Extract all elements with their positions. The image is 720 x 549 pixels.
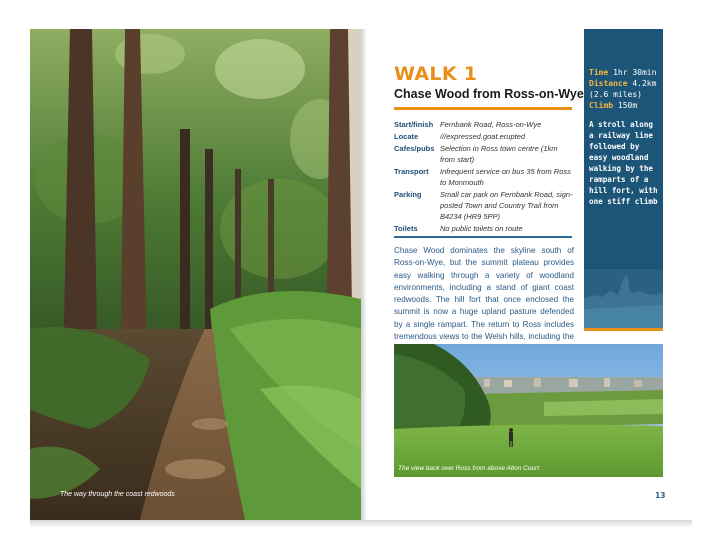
info-rule <box>394 236 572 238</box>
page-gutter-shadow <box>361 29 367 520</box>
stat-time <box>589 67 656 78</box>
left-photo-caption: The way through the coast redwoods <box>60 491 175 498</box>
stat-key: Climb <box>589 101 614 110</box>
page-bottom-shadow <box>30 520 692 528</box>
walk-stats-sidebar <box>584 29 663 329</box>
info-key: Start/finish <box>394 120 434 129</box>
stat-value: 150m <box>617 101 638 110</box>
walk-summary: A stroll along a railway line followed by easy woodland walking by the ramparts of a hill fort, with one stiff climb <box>589 120 658 206</box>
ross-view-photo <box>394 344 663 477</box>
info-row-parking <box>394 189 574 222</box>
info-value: Fernbank Road, Ross-on-Wye <box>440 120 542 129</box>
info-value: ///expressed.goat.erupted <box>440 132 526 141</box>
info-key: Parking <box>394 190 422 199</box>
info-value: No public toilets on route <box>440 224 523 233</box>
walk-name-subtitle: Chase Wood from Ross-on-Wye <box>394 87 584 101</box>
info-value: Infrequent service on bus 35 from Ross to Monmouth <box>440 167 571 187</box>
stat-value: 1hr 30min <box>613 68 657 77</box>
info-key: Toilets <box>394 224 418 233</box>
walk-stats <box>589 67 656 111</box>
stat-key: Distance <box>589 79 628 88</box>
stat-value: (2.6 miles) <box>589 90 642 99</box>
info-row-toilets <box>394 223 574 234</box>
title-rule <box>394 107 572 110</box>
stat-key: Time <box>589 68 609 77</box>
walk-intro-text: Chase Wood dominates the skyline south of Ross-on-Wye, but the summit plateau provides easy walking through a variety of woodland environments, including a stand of giant coast redwoods. The hill fort that once enclosed the summit is now a huge upland pasture defended by a single rampart. The return to Ross includes tremendous views to the Welsh hills, including the <box>394 246 574 342</box>
view-photo-caption: The view back over Ross from above Alton Court <box>398 465 540 472</box>
walk-number-title: WALK 1 <box>394 63 478 85</box>
info-row-transport <box>394 166 574 188</box>
sidebar-rule <box>584 328 663 331</box>
info-key: Transport <box>394 167 429 176</box>
walk-info-table <box>394 119 574 235</box>
page-number: 13 <box>655 491 666 500</box>
info-value: Selection in Ross town centre (1km from start) <box>440 144 558 164</box>
info-value: Small car park on Fernbank Road, sign-posted Town and Country Trail from B4234 (HR9 5PP) <box>440 190 573 221</box>
ross-view-illustration <box>394 344 663 477</box>
stat-distance <box>589 78 656 89</box>
info-key: Locate <box>394 132 419 141</box>
stat-distance-miles <box>589 89 656 100</box>
redwood-path-illustration <box>30 29 361 520</box>
info-row-locate <box>394 131 574 142</box>
info-row-cafes <box>394 143 574 165</box>
stat-climb <box>589 100 656 111</box>
stat-value: 4.2km <box>632 79 657 88</box>
info-row-start <box>394 119 574 130</box>
info-key: Cafes/pubs <box>394 144 435 153</box>
town-skyline-image <box>584 269 663 329</box>
redwood-path-photo <box>30 29 361 520</box>
